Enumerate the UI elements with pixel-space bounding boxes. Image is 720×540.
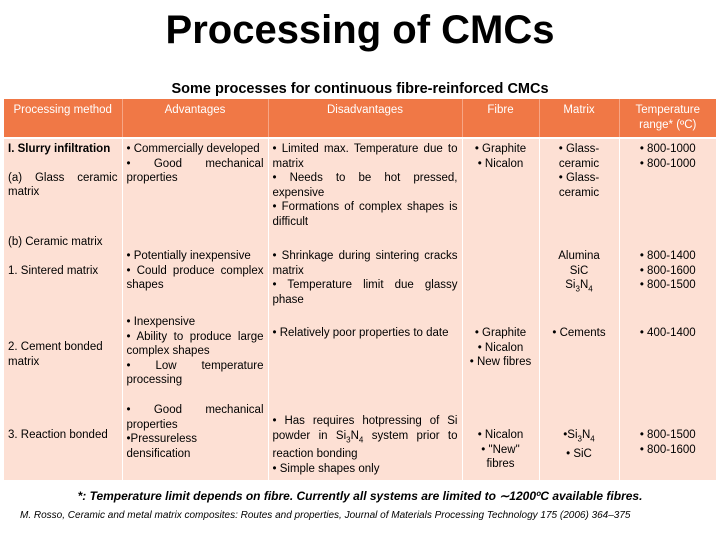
method-cell <box>4 138 122 232</box>
method-subtitle: (a) Glass ceramic matrix <box>8 171 118 198</box>
header-temperature: Temperature range* (ºC) <box>619 99 716 138</box>
disadvantages-cell <box>268 138 462 232</box>
table-row <box>4 400 716 480</box>
list-item: • "New" fibres <box>481 443 520 470</box>
list-item: • 400-1400 <box>639 327 696 339</box>
list-item: • Graphite <box>474 143 527 155</box>
matrix-cell <box>539 232 619 312</box>
citation: M. Rosso, Ceramic and metal matrix composites: Routes and properties, Journal of Materials Processing Technology 175 (2006) 364–375 <box>20 510 631 521</box>
header-disadvantages: Disadvantages <box>268 99 462 138</box>
list-item: • 800-1600 <box>639 264 696 277</box>
method-title: 1. Sintered matrix <box>8 264 99 277</box>
list-item: • 800-1000 <box>639 157 696 170</box>
method-group-label: (b) Ceramic matrix <box>8 236 103 248</box>
list-item: • Relatively poor properties to date <box>272 327 449 339</box>
disadvantages-cell <box>268 232 462 312</box>
list-item: • Low temperature processing <box>126 359 264 386</box>
temperature-cell <box>619 400 716 480</box>
fibre-cell <box>462 232 539 312</box>
list-item: $Si_3N_4$ <box>565 279 593 294</box>
processes-table <box>4 99 716 480</box>
table-header-row <box>4 99 716 138</box>
table-row <box>4 232 716 312</box>
list-item: • Inexpensive <box>126 316 196 328</box>
list-item: • Graphite <box>474 327 527 339</box>
list-item: • Nicalon <box>477 157 524 170</box>
list-item: Alumina <box>558 250 600 262</box>
list-item: • 800-1000 <box>639 143 696 155</box>
fibre-cell <box>462 400 539 480</box>
list-item: • SiC <box>566 447 592 460</box>
disadvantages-cell <box>268 312 462 400</box>
header-advantages: Advantages <box>122 99 268 138</box>
method-cell <box>4 312 122 400</box>
temperature-cell <box>619 312 716 400</box>
list-item: • Good mechanical properties <box>126 404 264 431</box>
list-item: • 800-1500 <box>639 429 696 441</box>
table-caption: Some processes for continuous fibre-reinforced CMCs <box>171 81 549 97</box>
matrix-cell <box>539 138 619 232</box>
page-title: Processing of CMCs <box>165 8 555 52</box>
list-item: • Has requires hotpressing of Si powder in $Si_3N_4$ system prior to reaction bonding <box>272 415 458 461</box>
fibre-cell <box>462 312 539 400</box>
matrix-cell <box>539 400 619 480</box>
list-item: • Temperature limit due glassy phase <box>272 279 458 306</box>
list-item: • Glass-ceramic <box>558 143 600 170</box>
list-item: • Needs to be hot pressed, expensive <box>272 172 458 199</box>
list-item: • Could produce complex shapes <box>126 264 264 291</box>
list-item: • Nicalon <box>477 341 524 354</box>
fibre-cell <box>462 138 539 232</box>
header-processing-method: Processing method <box>4 99 122 138</box>
list-item: • Potentially inexpensive <box>126 250 251 262</box>
header-matrix: Matrix <box>539 99 619 138</box>
method-cell <box>4 232 122 312</box>
list-item: • Good mechanical properties <box>126 157 264 184</box>
table-footnote: *: Temperature limit depends on fibre. Currently all systems are limited to ∼1200ºC available fibres. <box>77 489 643 503</box>
list-item: • Limited max. Temperature due to matrix <box>272 143 458 170</box>
advantages-cell <box>122 138 268 232</box>
advantages-cell <box>122 232 268 312</box>
method-cell <box>4 400 122 480</box>
disadvantages-cell <box>268 400 462 480</box>
list-item: • New fibres <box>469 356 532 368</box>
list-item: SiC <box>569 264 589 277</box>
advantages-cell <box>122 312 268 400</box>
table-row <box>4 138 716 232</box>
advantages-cell <box>122 400 268 480</box>
list-item: • Formations of complex shapes is difficult <box>272 201 458 228</box>
temperature-cell <box>619 232 716 312</box>
list-item: • Glass-ceramic <box>558 172 600 199</box>
temperature-cell <box>619 138 716 232</box>
list-item: • Shrinkage during sintering cracks matrix <box>272 250 458 277</box>
list-item: • 800-1600 <box>639 443 696 456</box>
list-item: • Cements <box>552 327 606 339</box>
method-title: 3. Reaction bonded <box>8 429 108 441</box>
list-item: •Pressureless densification <box>126 433 197 460</box>
method-title: 2. Cement bonded matrix <box>8 341 103 368</box>
list-item: • Commercially developed <box>126 143 260 155</box>
matrix-cell <box>539 312 619 400</box>
method-title: I. Slurry infiltration <box>8 143 111 155</box>
list-item: • Simple shapes only <box>272 462 380 475</box>
list-item: • 800-1500 <box>639 279 696 291</box>
list-item: • Ability to produce large complex shapes <box>126 330 264 357</box>
list-item: • 800-1400 <box>639 250 696 262</box>
header-fibre: Fibre <box>462 99 539 138</box>
list-item: $•Si_3N_4$ <box>563 429 595 444</box>
list-item: • Nicalon <box>477 429 524 441</box>
table-row <box>4 312 716 400</box>
